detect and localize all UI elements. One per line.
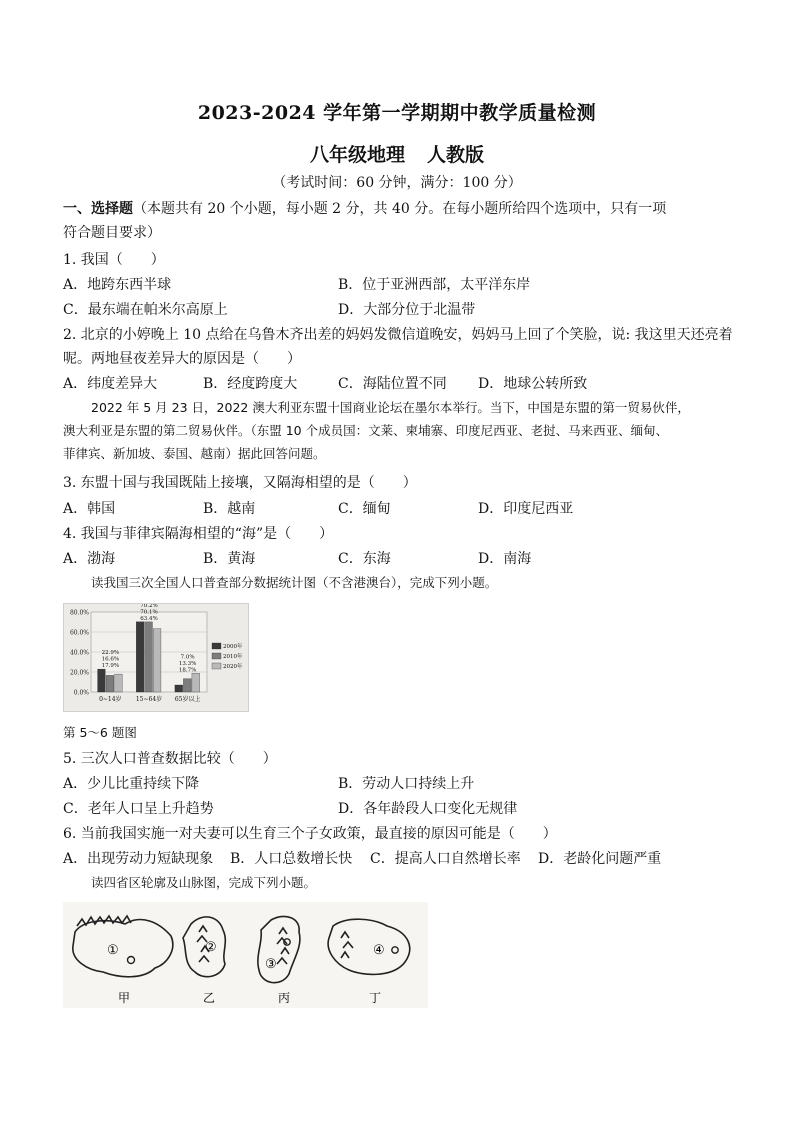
data-label: 70.1% (140, 609, 158, 616)
x-tick-label: 15~64岁 (135, 696, 163, 703)
province-map-ding (328, 919, 410, 974)
q2-option-a[interactable]: A．纬度差异大 (63, 376, 158, 392)
q5-stem: 5. 三次人口普查数据比较（ ） (63, 751, 277, 767)
data-label: 13.3% (178, 660, 197, 667)
y-tick-label: 80.0% (69, 609, 89, 617)
data-label: 70.2% (140, 604, 158, 609)
data-label: 22.9% (101, 650, 120, 657)
legend-label: 2000年 (223, 644, 243, 650)
section-intro: （本题共有 20 个小题，每小题 2 分，共 40 分。在每小题所给四个选项中，只有一项 (133, 201, 667, 217)
q3-option-d[interactable]: D．印度尼西亚 (478, 501, 574, 517)
data-label: 7.0% (180, 654, 195, 661)
map-label-ding: 丁 (369, 991, 382, 1005)
y-tick-label: 0.0% (73, 689, 89, 697)
q3-option-b[interactable]: B．越南 (203, 501, 256, 517)
q1-stem: 1. 我国（ ） (63, 252, 165, 268)
bar (183, 679, 191, 692)
data-label: 18.7% (178, 667, 197, 674)
q3-option-a[interactable]: A．韩国 (63, 501, 116, 517)
census-chart-svg (64, 604, 248, 711)
q2-option-c[interactable]: C．海陆位置不同 (338, 376, 447, 392)
x-tick-label: 0~14岁 (99, 696, 122, 703)
bar (192, 673, 200, 692)
map-label-yi: 乙 (203, 991, 216, 1005)
q1-option-d[interactable]: D．大部分位于北温带 (338, 302, 476, 318)
q2-option-d[interactable]: D．地球公转所致 (478, 376, 588, 392)
q4-stem: 4. 我国与菲律宾隔海相望的“海”是（ ） (63, 526, 334, 542)
capital-city-icon (128, 957, 135, 964)
data-label: 16.6% (101, 656, 120, 663)
section-heading-line (63, 198, 666, 218)
x-tick-label: 65岁以上 (174, 696, 201, 703)
chart-caption: 第 5～6 题图 (63, 725, 137, 740)
province-map-jia (73, 916, 173, 977)
legend-label: 2020年 (223, 664, 243, 670)
q6-option-c[interactable]: C．提高人口自然增长率 (370, 851, 521, 867)
province-maps-figure (63, 902, 428, 1008)
bar (145, 622, 153, 692)
bar (136, 622, 144, 692)
q1-option-b[interactable]: B．位于亚洲西部，太平洋东岸 (338, 277, 531, 293)
census-chart (63, 603, 249, 712)
exam-info: （考试时间：60 分钟，满分：100 分） (272, 175, 522, 191)
bar (115, 674, 123, 692)
y-tick-label: 40.0% (69, 649, 89, 657)
subject-label: 八年级地理 (309, 144, 405, 166)
legend-swatch (212, 653, 221, 659)
map-label-jia: 甲 (118, 991, 131, 1005)
bar (153, 629, 161, 692)
material-census: 读我国三次全国人口普查部分数据统计图（不含港澳台），完成下列小题。 (91, 575, 498, 590)
exam-title: 2023-2024 学年第一学期期中教学质量检测 (197, 102, 597, 124)
map-num-4: ④ (373, 943, 385, 958)
map-num-2: ② (205, 940, 217, 955)
data-label: 17.9% (101, 663, 120, 670)
bar (106, 675, 114, 692)
section-intro-cont: 符合题目要求） (63, 225, 161, 241)
q4-option-b[interactable]: B．黄海 (203, 551, 256, 567)
q4-option-c[interactable]: C．东海 (338, 551, 391, 567)
edition-label: 人教版 (427, 144, 485, 166)
q5-option-b[interactable]: B．劳动人口持续上升 (338, 776, 475, 792)
bar (98, 669, 106, 692)
q3-stem: 3. 东盟十国与我国既陆上接壤，又隔海相望的是（ ） (63, 475, 417, 491)
q1-option-a[interactable]: A．地跨东西半球 (63, 277, 172, 293)
q6-option-d[interactable]: D．老龄化问题严重 (538, 851, 662, 867)
q3-option-c[interactable]: C．缅甸 (338, 501, 391, 517)
material-asean-l1: 2022 年 5 月 23 日，2022 澳大利亚东盟十国商业论坛在墨尔本举行。当下，中国是东盟的第一贸易伙伴， (91, 400, 690, 415)
q2-stem-l2: 呢。两地昼夜差异大的原因是（ ） (63, 351, 301, 367)
province-maps-svg (63, 902, 428, 1008)
legend-swatch (212, 663, 221, 669)
legend-swatch (212, 643, 221, 649)
exam-subtitle (0, 140, 794, 167)
bar (175, 685, 183, 692)
province-map-bing (258, 916, 300, 982)
material-asean-l2: 澳大利亚是东盟的第二贸易伙伴。（东盟 10 个成员国：文莱、柬埔寨、印度尼西亚、老挝、马来西亚、缅甸、 (63, 423, 669, 438)
material-asean (63, 396, 743, 465)
q6-option-a[interactable]: A．出现劳动力短缺现象 (63, 851, 214, 867)
q2-option-b[interactable]: B．经度跨度大 (203, 376, 298, 392)
q4-option-d[interactable]: D．南海 (478, 551, 532, 567)
material-asean-l3: 菲律宾、新加坡、泰国、越南）据此回答问题。 (63, 446, 326, 461)
y-tick-label: 60.0% (69, 629, 89, 637)
q6-stem: 6. 当前我国实施一对夫妻可以生育三个子女政策，最直接的原因可能是（ ） (63, 826, 557, 842)
q2-stem-l1: 2. 北京的小婷晚上 10 点给在乌鲁木齐出差的妈妈发微信道晚安，妈妈马上回了个笑脸，说: 我这里天还亮着 (63, 327, 733, 343)
map-num-3: ③ (265, 957, 277, 972)
capital-city-icon (392, 947, 398, 953)
q5-option-d[interactable]: D．各年龄段人口变化无规律 (338, 801, 518, 817)
legend-label: 2010年 (223, 654, 243, 660)
q4-option-a[interactable]: A．渤海 (63, 551, 116, 567)
data-label: 63.4% (140, 615, 158, 622)
q1-option-c[interactable]: C．最东端在帕米尔高原上 (63, 302, 228, 318)
mountain-range-icon (277, 928, 289, 964)
q5-option-a[interactable]: A．少儿比重持续下降 (63, 776, 200, 792)
section-heading: 一、选择题 (63, 201, 133, 217)
map-label-bing: 丙 (278, 991, 291, 1005)
map-num-1: ① (107, 943, 119, 958)
q5-option-c[interactable]: C．老年人口呈上升趋势 (63, 801, 214, 817)
y-tick-label: 20.0% (69, 669, 89, 677)
q6-option-b[interactable]: B．人口总数增长快 (230, 851, 353, 867)
material-provinces: 读四省区轮廓及山脉图，完成下列小题。 (91, 875, 317, 890)
mountain-range-icon (341, 932, 353, 958)
